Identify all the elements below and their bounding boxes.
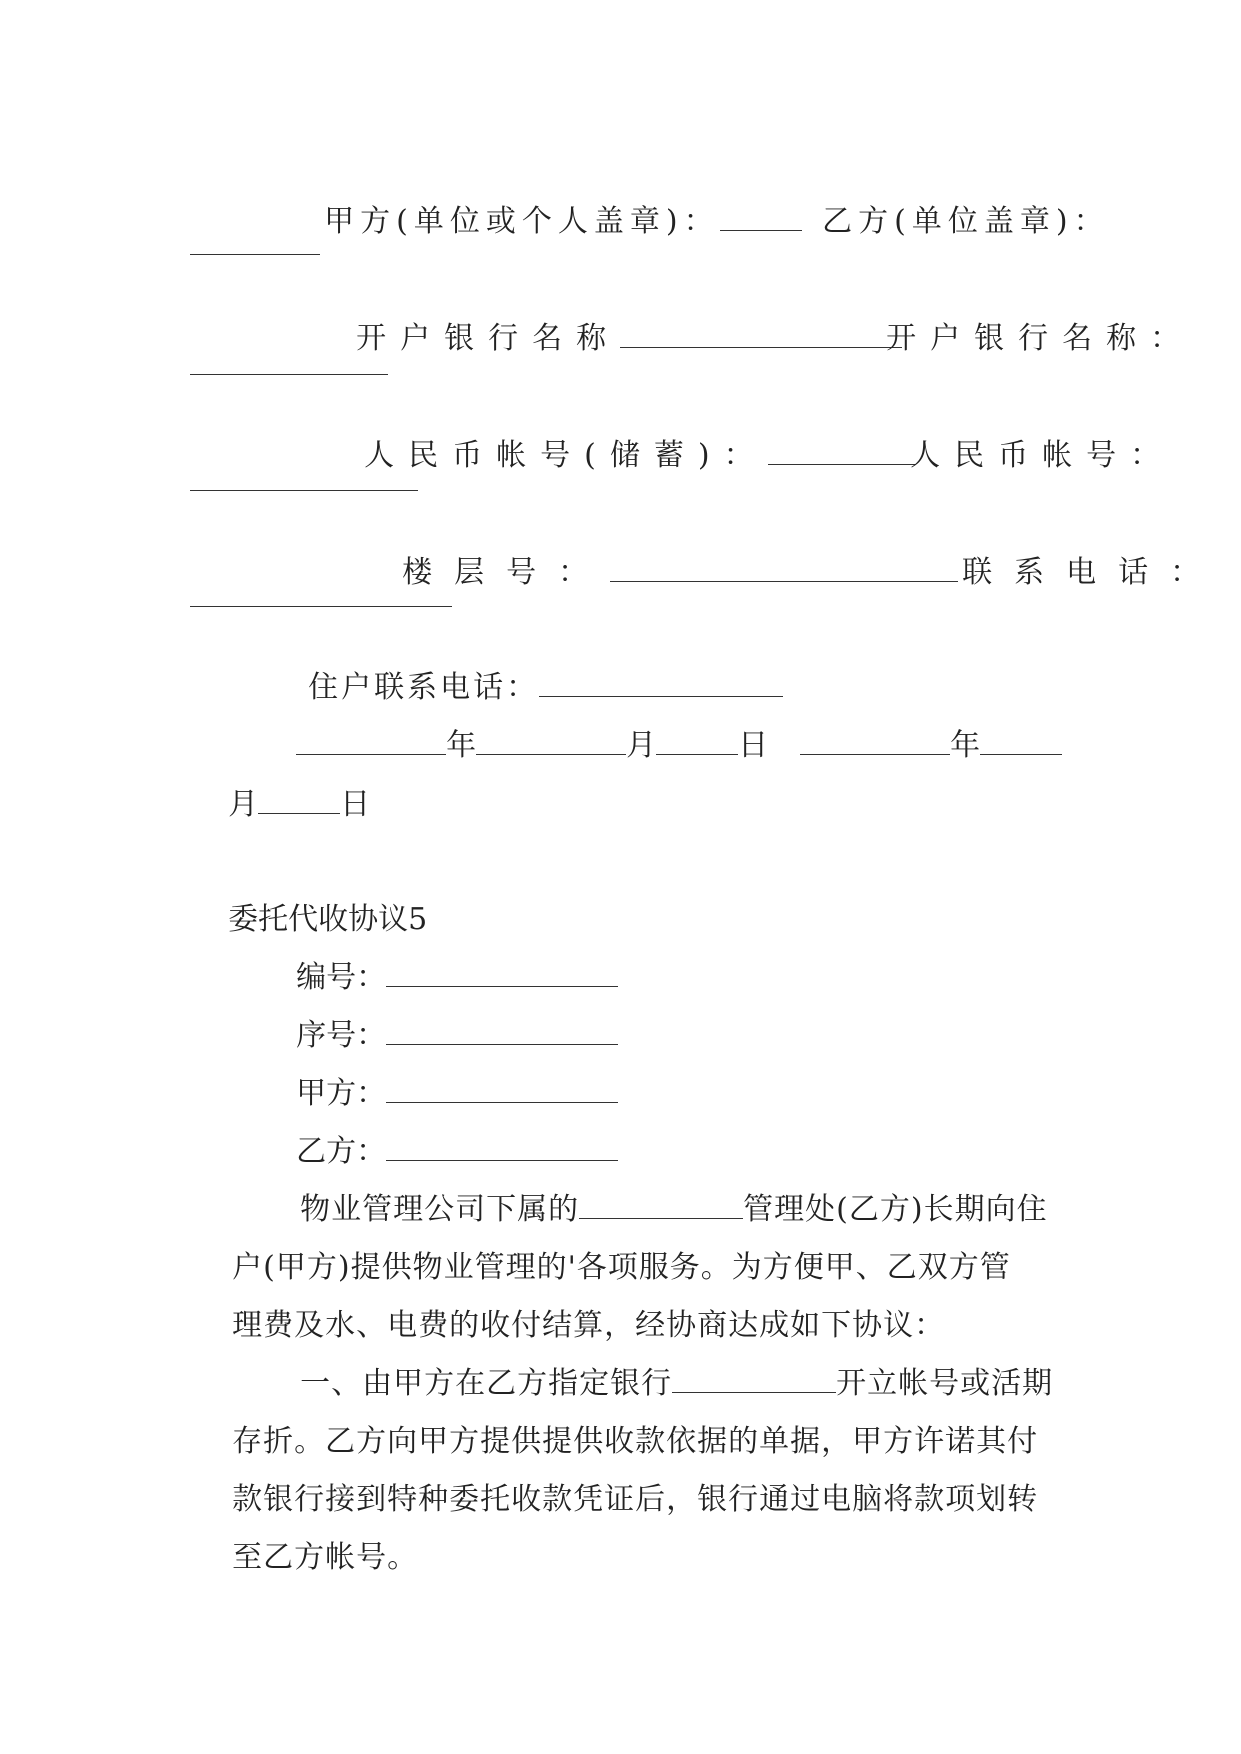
party-a-label: 甲方(单位或个人盖章)： bbox=[324, 204, 720, 239]
month-a-label: 月 bbox=[626, 728, 657, 763]
clause-1-line-4 bbox=[190, 1504, 418, 1612]
party-b-field-label: 乙方： bbox=[296, 1134, 387, 1169]
year-b-label: 年 bbox=[950, 728, 981, 763]
day-a-label: 日 bbox=[738, 728, 769, 763]
month-a-blank bbox=[476, 728, 626, 755]
party-b-blank bbox=[190, 254, 320, 255]
day-a-blank bbox=[656, 728, 738, 755]
rmb-account-b-blank bbox=[190, 490, 418, 491]
intro-line-2-text: 户(甲方)提供物业管理的'各项服务。为方便甲、乙双方管 bbox=[232, 1250, 1011, 1285]
contact-phone-line bbox=[836, 519, 1222, 627]
day-b-blank bbox=[258, 787, 340, 814]
month-b-label: 月 bbox=[228, 787, 259, 822]
clause-1-part-1: 一、由甲方在乙方指定银行 bbox=[300, 1366, 673, 1401]
month-b-blank-end bbox=[980, 728, 1062, 755]
bank-name-b-blank bbox=[190, 374, 388, 375]
rmb-account-label-b: 人民币帐号： bbox=[910, 438, 1175, 473]
year-b-blank bbox=[800, 728, 950, 755]
bank-name-label-b: 开户银行名称： bbox=[886, 321, 1195, 356]
contact-phone-blank bbox=[190, 606, 452, 607]
day-b-label: 日 bbox=[340, 787, 371, 822]
clause-1-line-3-text: 款银行接到特种委托收款凭证后，银行通过电脑将款项划转 bbox=[232, 1482, 1039, 1517]
agreement-title-text: 委托代收协议5 bbox=[228, 902, 428, 937]
bank-name-label-a: 开户银行名称 bbox=[356, 321, 621, 356]
clause-1-part-2: 开立帐号或活期 bbox=[836, 1366, 1054, 1401]
bank-name-b-line bbox=[792, 285, 1194, 393]
serial-label: 序号： bbox=[296, 1018, 387, 1053]
clause-1-line-2-text: 存折。乙方向甲方提供提供收款依据的单据，甲方许诺其付 bbox=[232, 1424, 1039, 1459]
contact-phone-label: 联系电话： bbox=[962, 555, 1223, 590]
date-line bbox=[258, 692, 1062, 800]
intro-line-3-text: 理费及水、电费的收付结算，经协商达成如下协议： bbox=[232, 1308, 946, 1343]
rmb-account-b-line bbox=[816, 402, 1174, 510]
clause-1-line-4-text: 至乙方帐号。 bbox=[232, 1540, 419, 1575]
date-line-continued bbox=[190, 751, 370, 859]
party-b-label: 乙方(单位盖章)： bbox=[822, 204, 1110, 239]
intro-part-1: 物业管理公司下属的 bbox=[300, 1192, 580, 1227]
intro-part-2: 管理处(乙方)长期向住 bbox=[743, 1192, 1048, 1227]
floor-label: 楼层号： bbox=[402, 555, 611, 590]
party-a-field-label: 甲方： bbox=[296, 1076, 387, 1111]
number-label: 编号： bbox=[296, 960, 387, 995]
resident-phone-label: 住户联系电话： bbox=[308, 670, 540, 705]
year-a-label: 年 bbox=[446, 728, 477, 763]
rmb-account-label-a: 人民币帐号(储蓄)： bbox=[364, 438, 768, 473]
party-a-signature-line bbox=[262, 168, 802, 276]
party-b-signature-line bbox=[760, 168, 1110, 276]
